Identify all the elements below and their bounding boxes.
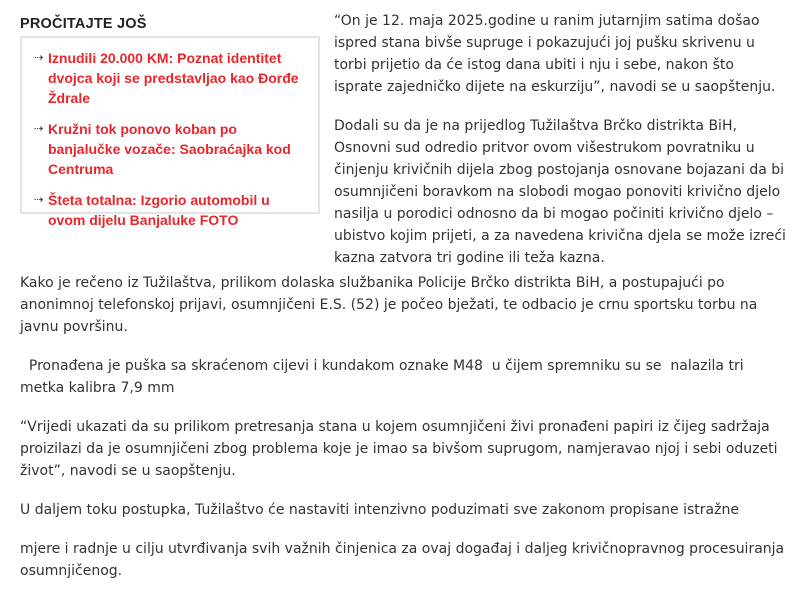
related-title: PROČITAJTE JOŠ xyxy=(20,16,147,32)
related-link[interactable]: Kružni tok ponovo koban po banjalučke vozače: Saobraćajka kod Centruma xyxy=(48,121,291,177)
article-body xyxy=(20,272,786,599)
article-paragraph: “Vrijedi ukazati da su prilikom pretresanja stana u kojem osumnjičeni živi pronađeni papiri iz čijeg sadržaja proizilazi da je osumnjičeni zbog problema koje je imao sa bivšom suprugom, namjeravao njoj i sebi oduzeti život”, navodi se u saopštenju. xyxy=(20,419,778,479)
arrow-right-icon: ⇢ xyxy=(34,51,44,64)
related-link[interactable]: Iznudili 20.000 KM: Poznat identitet dvojca koji se predstavljao kao Đorđe Ždrale xyxy=(48,50,299,106)
related-item xyxy=(34,190,302,230)
article-paragraph: Kako je rečeno iz Tužilaštva, prilikom dolaska službanika Policije Brčko distrikta BiH, a postupajući po anonimnoj telefonskoj prijavi, osumnjičeni E.S. (52) je počeo bježati, te odbacio je crnu sportsku torbu na javnu površinu. xyxy=(20,275,758,335)
article-paragraph: mjere i radnje u cilju utvrđivanja svih važnih činjenica za ovaj događaj i daljeg krivičnopravnog procesuiranja osumnjičenog. xyxy=(20,541,785,579)
article-paragraph: Dodali su da je na prijedlog Tužilaštva Brčko distrikta BiH, Osnovni sud odredio pritvor ovom višestrukom povratniku u činjenju krivičnih dijela zbog postojanja osnovane bojazani da bi osumnjičeni boravkom na slobodi mogao ponoviti krivično djelo nasilja u porodici odnosno da bi mogao počiniti krivično djelo – ubistvo kojim prijeti, a za navedena krivična djela se može izreći kazna zatvora tri godine ili teža kazna. xyxy=(334,118,786,266)
article-side-text xyxy=(334,10,786,286)
related-item xyxy=(34,119,302,179)
article-paragraph: Pronađena je puška sa skraćenom cijevi i kundakom oznake M48 u čijem spremniku su se nalazila tri metka kalibra 7,9 mm xyxy=(20,358,749,396)
article-paragraph: “On je 12. maja 2025.godine u ranim jutarnjim satima došao ispred stana bivše supruge i pokazujući joj pušku skrivenu u torbi prijetio da će istog dana ubiti i nju i sebe, nakon što isprate zajedničko dijete na eskurziju”, navodi se u saopštenju. xyxy=(334,13,776,95)
related-articles xyxy=(20,14,320,228)
related-list xyxy=(20,36,320,228)
arrow-right-icon: ⇢ xyxy=(34,193,44,206)
arrow-right-icon: ⇢ xyxy=(34,122,44,135)
article-paragraph: U daljem toku postupka, Tužilaštvo će nastaviti intenzivno poduzimati sve zakonom propisane istražne xyxy=(20,502,739,518)
related-link[interactable]: Šteta totalna: Izgorio automobil u ovom dijelu Banjaluke FOTO xyxy=(48,192,270,228)
related-item xyxy=(34,48,302,108)
